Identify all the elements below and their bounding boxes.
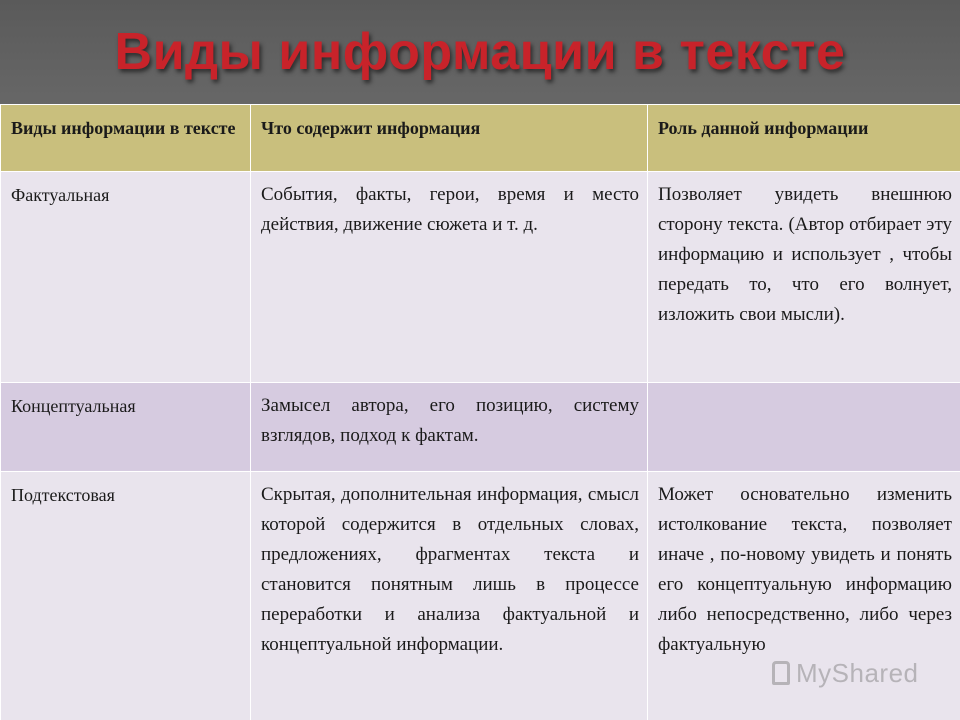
header-cell-role: Роль данной информации xyxy=(648,105,960,172)
table-header-row xyxy=(1,105,960,172)
watermark xyxy=(772,658,919,689)
table-row xyxy=(1,172,960,383)
header-cell-content: Что содержит информация xyxy=(251,105,648,172)
cell-role: Может основательно изменить истолкование текста, позволяет иначе , по-новому увидеть и понять его концептуальную информацию либо непосредственно, либо через фактуальную xyxy=(648,472,960,720)
info-types-table-wrapper xyxy=(0,104,960,720)
myshared-logo-icon xyxy=(772,661,790,685)
info-types-table xyxy=(0,104,960,720)
page-title: Виды информации в тексте xyxy=(114,23,846,81)
cell-content: Скрытая, дополнительная информация, смысл которой содержится в отдельных словах, предложениях, фрагментах текста и становится понятным лишь в процессе переработки и анализа фактуальной и концептуальной информации. xyxy=(251,472,648,720)
cell-type: Фактуальная xyxy=(1,172,251,383)
cell-content: События, факты, герои, время и место действия, движение сюжета и т. д. xyxy=(251,172,648,383)
cell-content: Замысел автора, его позицию, систему взглядов, подход к фактам. xyxy=(251,383,648,472)
table-row xyxy=(1,383,960,472)
watermark-text: MyShared xyxy=(796,658,919,688)
cell-type: Концептуальная xyxy=(1,383,251,472)
header-cell-type: Виды информации в тексте xyxy=(1,105,251,172)
cell-role xyxy=(648,383,960,472)
cell-role: Позволяет увидеть внешнюю сторону текста. (Автор отбирает эту информацию и использует , чтобы передать то, что его волнует, изложить свои мысли). xyxy=(648,172,960,383)
cell-type: Подтекстовая xyxy=(1,472,251,720)
